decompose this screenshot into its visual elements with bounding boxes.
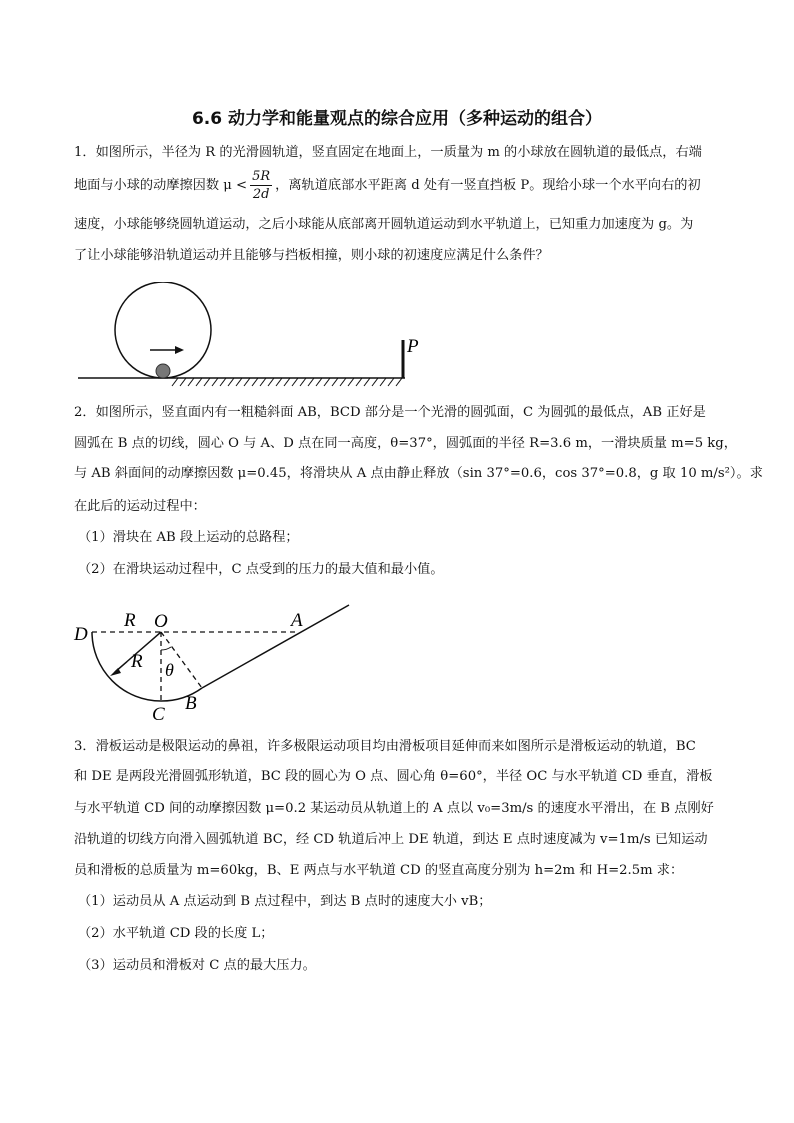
q1-frac-num: 5R <box>252 169 271 184</box>
label-theta: θ <box>165 660 174 680</box>
q3-sub-3: （3）运动员和滑板对 C 点的最大压力。 <box>78 958 316 973</box>
q1-line-3: 速度，小球能够绕圆轨道运动，之后小球能从底部离开圆轨道运动到水平轨道上，已知重力加速度为 g。为 <box>74 217 694 232</box>
ball <box>156 364 170 378</box>
q3-sub-2: （2）水平轨道 CD 段的长度 L； <box>78 926 274 941</box>
label-c: C <box>152 704 165 725</box>
q1-line-4: 了让小球能够沿轨道运动并且能够与挡板相撞，则小球的初速度应满足什么条件？ <box>74 248 549 263</box>
q2-line-4: 在此后的运动过程中： <box>74 499 206 514</box>
q2-sub-2: （2）在滑块运动过程中，C 点受到的压力的最大值和最小值。 <box>78 562 444 577</box>
label-d: D <box>74 624 88 645</box>
q2-line-2: 圆弧在 B 点的切线，圆心 O 与 A、D 点在同一高度，θ=37°，圆弧面的半径 R=3.6 m，一滑块质量 m=5 kg， <box>74 436 737 451</box>
label-p: P <box>407 336 419 357</box>
label-o: O <box>154 611 168 632</box>
incline-ab <box>202 605 349 688</box>
q2-line-3: 与 AB 斜面间的动摩擦因数 μ=0.45，将滑块从 A 点由静止释放（sin 37°=0.6，cos 37°=0.8，g 取 10 m/s²）。求 <box>74 466 763 481</box>
page-title: 6.6 动力学和能量观点的综合应用（多种运动的组合） <box>191 109 603 129</box>
q1-line-2 <box>74 168 701 203</box>
q2-figure <box>70 598 360 728</box>
q2-line-1: 2．如图所示，竖直面内有一粗糙斜面 AB，BCD 部分是一个光滑的圆弧面，C 为圆弧的最低点，AB 正好是 <box>74 405 706 420</box>
q1-fraction <box>250 168 272 203</box>
q3-line-4: 沿轨道的切线方向滑入圆弧轨道 BC，经 CD 轨道后冲上 DE 轨道，到达 E 点时速度减为 v=1m/s 已知运动 <box>74 832 708 847</box>
q3-line-1: 3．滑板运动是极限运动的鼻祖，许多极限运动项目均由滑板项目延伸而来如图所示是滑板运动的轨道，BC <box>74 739 696 754</box>
ground-hatching <box>172 378 402 386</box>
arc-dcb <box>92 632 202 701</box>
q1-line-2b: ，离轨道底部水平距离 d 处有一竖直挡板 P。现给小球一个水平向右的初 <box>275 178 701 193</box>
q1-frac-den: 2d <box>252 187 270 202</box>
q3-line-5: 员和滑板的总质量为 m=60kg，B、E 两点与水平轨道 CD 的竖直高度分别为 h=2m 和 H=2.5m 求： <box>74 863 684 878</box>
q1-line-1: 1．如图所示，半径为 R 的光滑圆轨道，竖直固定在地面上，一质量为 m 的小球放在圆轨道的最低点，右端 <box>74 145 702 160</box>
label-a: A <box>291 610 303 631</box>
theta-arc <box>161 647 171 650</box>
label-r-top: R <box>124 610 136 631</box>
q1-line-2a: 地面与小球的动摩擦因数 μ < <box>74 178 248 193</box>
label-b: B <box>185 693 197 714</box>
q3-sub-1: （1）运动员从 A 点运动到 B 点过程中，到达 B 点时的速度大小 vB； <box>78 894 492 909</box>
q1-figure <box>78 282 428 392</box>
label-r-radius: R <box>131 651 143 672</box>
q3-line-3: 与水平轨道 CD 间的动摩擦因数 μ=0.2 某运动员从轨道上的 A 点以 v₀=3m/s 的速度水平滑出，在 B 点刚好 <box>74 801 714 816</box>
q3-line-2: 和 DE 是两段光滑圆弧形轨道，BC 段的圆心为 O 点、圆心角 θ=60°，半径 OC 与水平轨道 CD 垂直，滑板 <box>74 769 713 784</box>
velocity-arrow-head <box>175 346 184 354</box>
q2-sub-1: （1）滑块在 AB 段上运动的总路程； <box>78 530 299 545</box>
